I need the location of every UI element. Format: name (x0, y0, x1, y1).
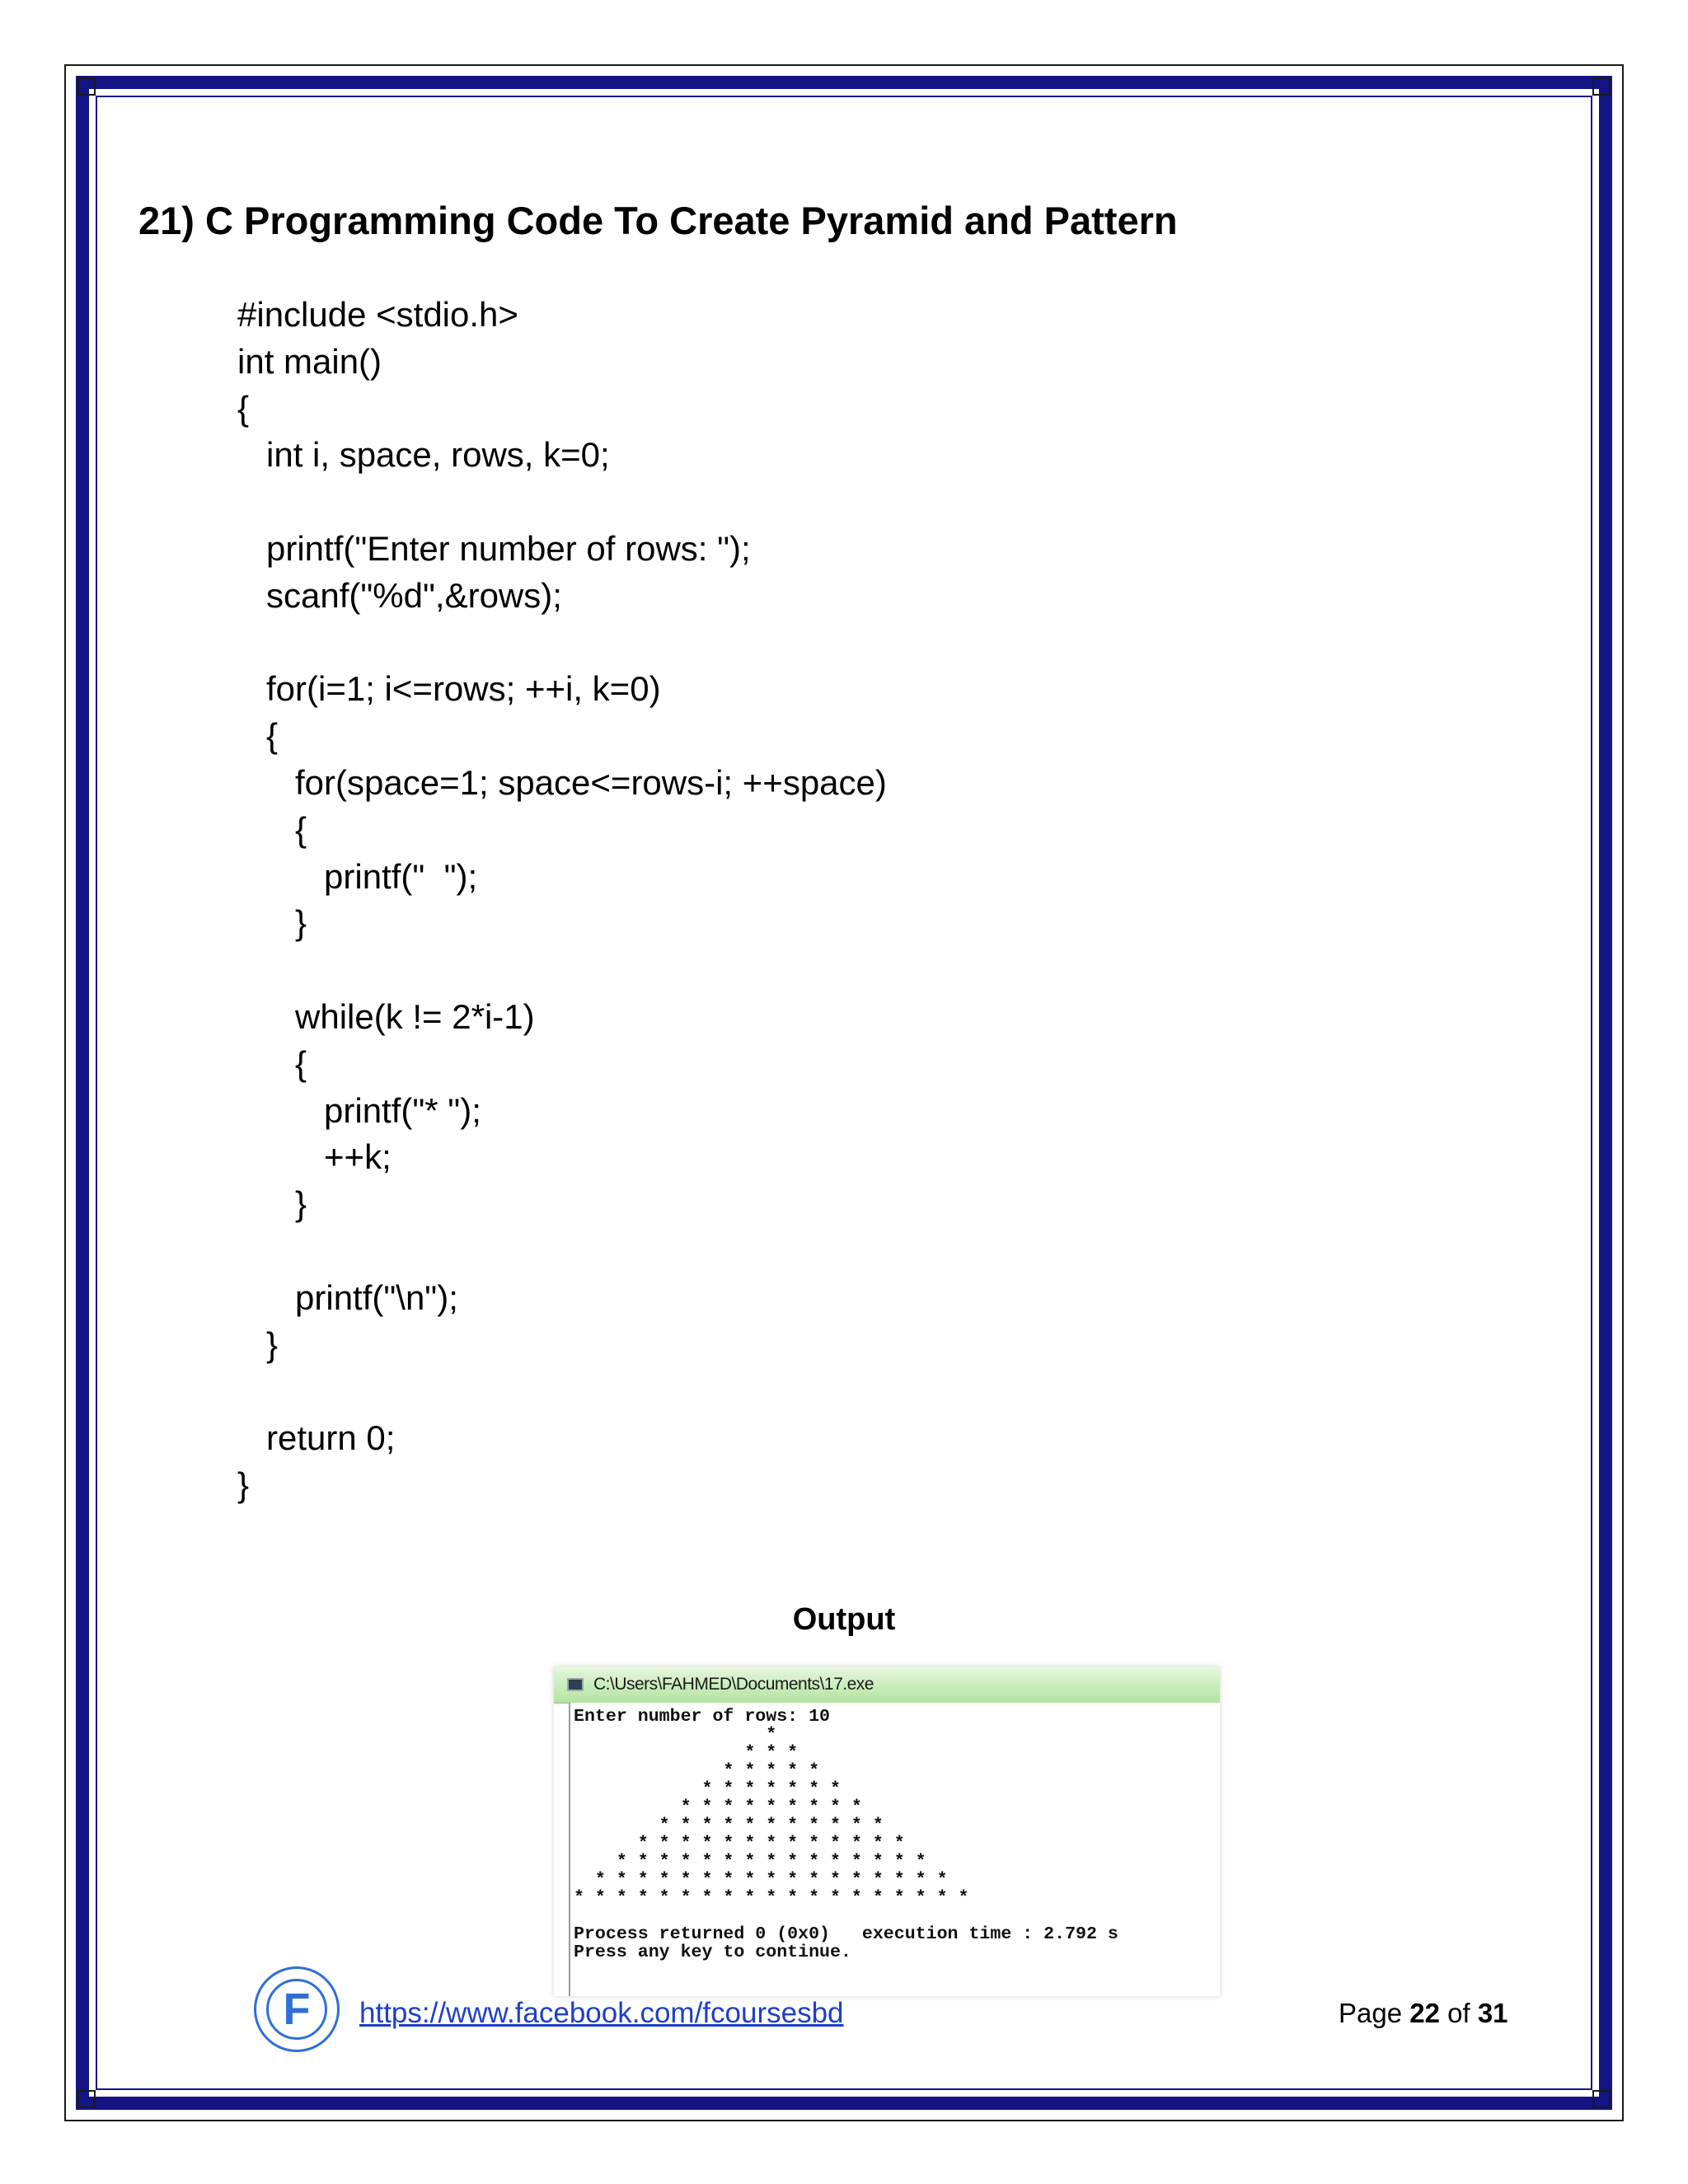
output-label: Output (792, 1602, 896, 1637)
facebook-link[interactable]: https://www.facebook.com/fcoursesbd (359, 1997, 844, 2029)
console-body (569, 1703, 1220, 1996)
page-number (1339, 1998, 1508, 2029)
page-total: 31 (1477, 1998, 1508, 2028)
page-current: 22 (1409, 1998, 1440, 2028)
logo-ring (266, 1979, 327, 2040)
section-heading: 21) C Programming Code To Create Pyramid and Pattern (138, 199, 1178, 242)
fcourses-logo (254, 1966, 340, 2052)
page-prefix: Page (1339, 1998, 1410, 2028)
code-block: #include <stdio.h> int main() { int i, space, rows, k=0; printf("Enter number of rows: "); scanf("%d",&rows); for(i=1; i<=rows; ++i, k=0) { for(space=1; space<=rows-i; ++space) { printf(" "); } while(k != 2*i-1) { printf("* "); ++k; } printf("\n"); } return 0; } (237, 295, 887, 1504)
console-title: C:\Users\FAHMED\Documents\17.exe (593, 1675, 874, 1694)
corner-ornament-bottom-right (1586, 2083, 1624, 2121)
console-app-icon (567, 1678, 584, 1691)
page-of: of (1439, 1998, 1478, 2028)
console-window (554, 1666, 1220, 1996)
corner-ornament-top-right (1586, 64, 1624, 102)
corner-ornament-top-left (64, 64, 102, 102)
console-titlebar (554, 1666, 1220, 1704)
corner-ornament-bottom-left (64, 2083, 102, 2121)
logo-letter: F (283, 1985, 311, 2034)
console-output: Enter number of rows: 10 * * * * * * * * * * * * * * * * * * * * * * * * * * * * * * * * * * * * * * * * * * * * * * * * * * * * * * * * * * * * * * * * * * * * * * * * * * * * * * * * * * * * * * * * * * * * * * * * * * * * Process returned 0 (0x0) execution time : 2.792 s Press any key to continue. (574, 1707, 1118, 1962)
